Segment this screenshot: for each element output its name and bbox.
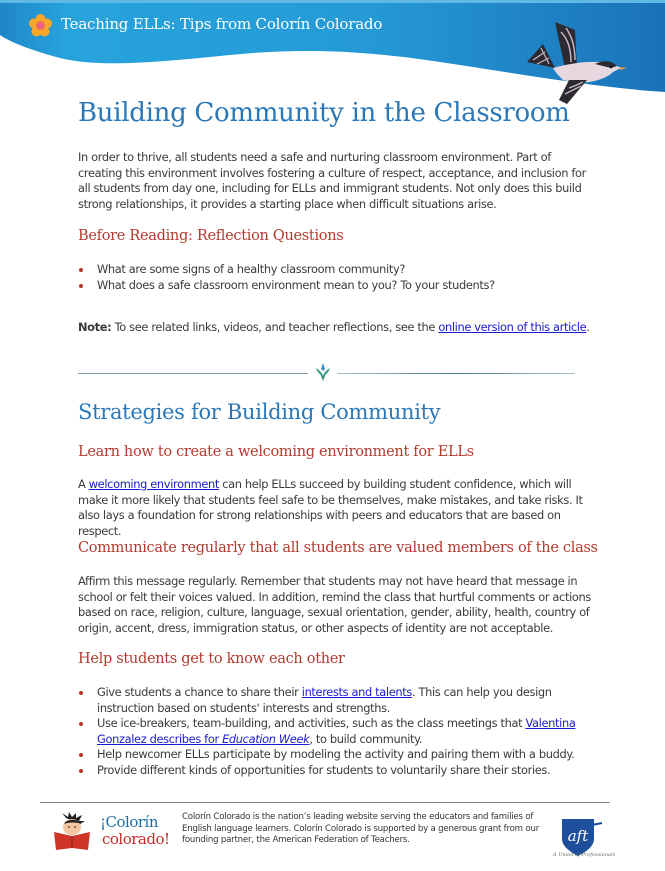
- know-each-other-section: [78, 651, 593, 667]
- communicate-body: [78, 574, 598, 636]
- reflection-questions: [78, 262, 593, 293]
- know-each-other-list: [78, 685, 598, 779]
- strategies-heading: Strategies for Building Community: [78, 400, 441, 424]
- communicate-section: [78, 540, 598, 556]
- know-each-other-heading: Help students get to know each other: [78, 651, 345, 667]
- bullet-icon: [79, 769, 83, 773]
- strategies-section: [78, 400, 593, 424]
- header-banner: [0, 0, 665, 110]
- bullet-icon: [79, 268, 83, 272]
- bullet-icon: [79, 691, 83, 695]
- interests-talents-link[interactable]: interests and talents: [301, 685, 412, 699]
- footer-divider: [40, 802, 610, 803]
- flower-icon: [28, 13, 53, 38]
- reading-child-icon: [52, 812, 100, 852]
- list-item: What are some signs of a healthy classroom community?: [78, 262, 593, 278]
- header-title: Teaching ELLs: Tips from Colorín Colorado: [61, 15, 383, 33]
- note-section: [78, 320, 618, 336]
- reflection-list: [78, 262, 593, 293]
- list-item: Give students a chance to share their interests and talents. This can help you design instruction based on students' interests and strengths.: [78, 685, 598, 716]
- intro-paragraph: In order to thrive, all students need a safe and nurturing classroom environment. Part of creating this environment involves fostering a culture of respect, acceptance, and inclusion for all students from day one, including for ELLs and immigrant students. Not only does this build strong relationships, it provides a starting place when difficult situations arise.: [78, 150, 586, 211]
- bullet-icon: [79, 753, 83, 757]
- section-divider-right: [337, 373, 575, 374]
- aft-tagline: A Union of Professionals: [553, 852, 616, 858]
- strategies-list: [78, 685, 598, 779]
- intro-section: [78, 150, 593, 212]
- colorin-colorado-logo: [52, 812, 170, 852]
- logo-line-2: colorado!: [102, 830, 170, 848]
- note-label: Note:: [78, 320, 112, 334]
- bird-icon: [525, 10, 630, 105]
- welcoming-heading: Learn how to create a welcoming environment for ELLs: [78, 444, 474, 460]
- reflection-heading: Before Reading: Reflection Questions: [78, 228, 344, 244]
- list-item: Provide different kinds of opportunities for students to voluntarily share their stories.: [78, 763, 598, 779]
- communicate-paragraph: Affirm this message regularly. Remember that students may not have heard that message in school or felt their voices valued. In addition, remind the class that hurtful comments or actions based on race, religion, culture, language, sexual orientation, gender, ability, health, country of origin, accent, dress, immigration status, or other aspects of identity are not acceptable.: [78, 574, 591, 635]
- welcoming-body: [78, 477, 598, 539]
- welcoming-environment-link[interactable]: welcoming environment: [88, 477, 219, 491]
- list-item: Help newcomer ELLs participate by modeling the activity and pairing them with a buddy.: [78, 747, 598, 763]
- bullet-icon: [79, 722, 83, 726]
- valentina-gonzalez-link[interactable]: Valentina Gonzalez describes for Education Week: [97, 716, 576, 746]
- section-divider-left: [78, 373, 308, 374]
- note-paragraph: Note: To see related links, videos, and teacher reflections, see the online version of this article.: [78, 320, 590, 334]
- bullet-icon: [79, 284, 83, 288]
- page-title: Building Community in the Classroom: [78, 98, 570, 128]
- aft-logo-text: aft: [567, 827, 589, 845]
- leaf-divider-icon: [314, 362, 332, 382]
- list-item: What does a safe classroom environment mean to you? To your students?: [78, 278, 593, 294]
- welcoming-section: [78, 444, 593, 460]
- list-item: Use ice-breakers, team-building, and activities, such as the class meetings that Valentina Gonzalez describes for Education Week, to build community.: [78, 716, 598, 747]
- reflection-section: [78, 228, 593, 244]
- welcoming-paragraph: A welcoming environment can help ELLs succeed by building student confidence, which will make it more likely that students feel safe to be themselves, make mistakes, and take risks. It also lays a foundation for strong relationships with peers and educators that are based on respect.: [78, 477, 583, 538]
- online-version-link[interactable]: online version of this article: [438, 320, 587, 334]
- communicate-heading: Communicate regularly that all students are valued members of the class: [78, 540, 598, 556]
- logo-line-1: ¡Colorín: [100, 813, 158, 831]
- footer-description: Colorín Colorado is the nation’s leading website serving the educators and families of English language learners. Colorín Colorado is supported by a generous grant from our founding partner, the American Federation of Teachers.: [182, 812, 540, 845]
